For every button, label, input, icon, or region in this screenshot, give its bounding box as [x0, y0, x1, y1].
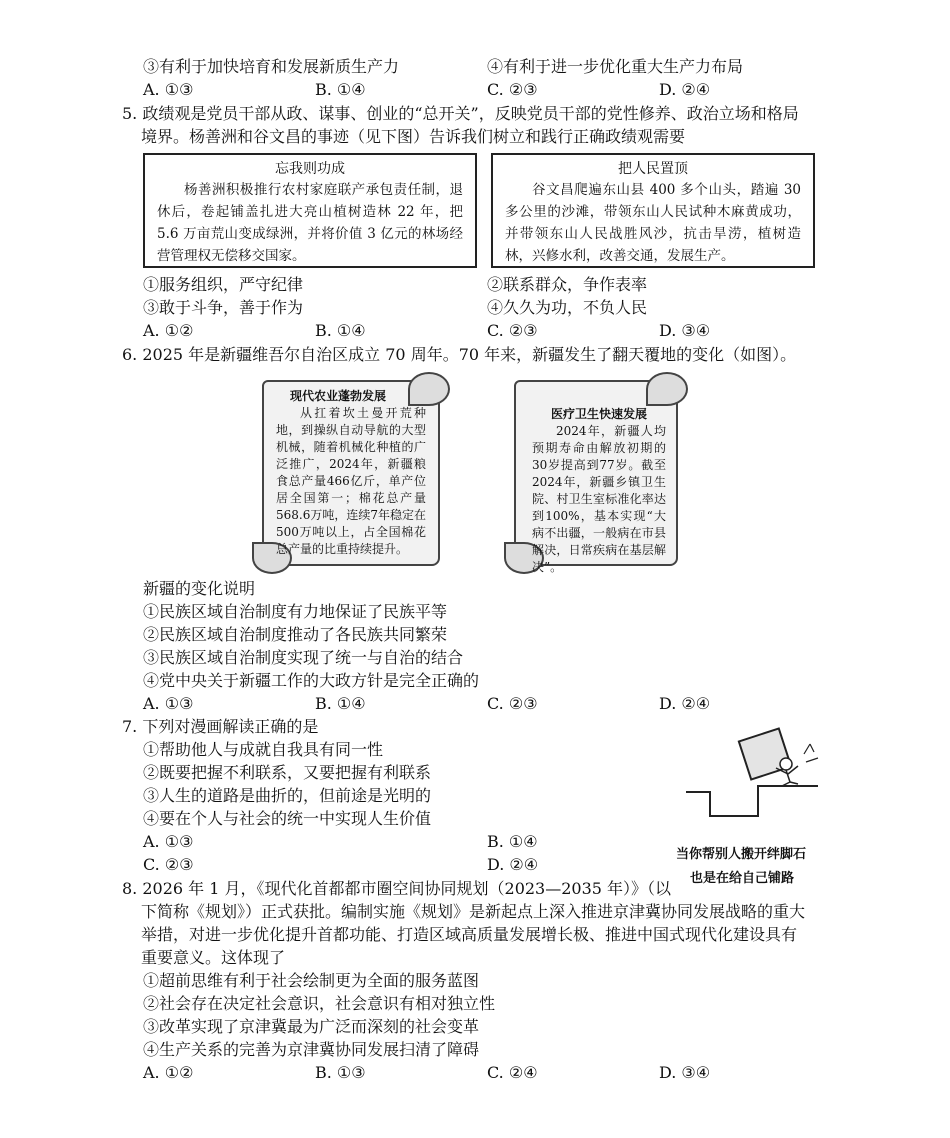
q5-box1-body: 杨善洲积极推行农村家庭联产承包责任制，退休后，卷起铺盖扎进大亮山植树造林 22 年，把 5.6 万亩荒山变成绿洲，并将价值 3 亿元的林场经营管理权无偿移交国家。	[157, 182, 463, 264]
q5-answer-b: B. ①④	[315, 321, 366, 340]
q8-option-4: ④生产关系的完善为京津冀协同发展扫清了障碍	[143, 1040, 480, 1059]
q5-option-4: ④久久为功，不负人民	[487, 298, 648, 317]
q7-option-4: ④要在个人与社会的统一中实现人生价值	[143, 809, 432, 828]
q8-option-2: ②社会存在决定社会意识，社会意识有相对独立性	[143, 994, 496, 1013]
q6-scroll1-title: 现代农业蓬勃发展	[290, 389, 387, 403]
q6-scroll-agriculture	[262, 380, 440, 566]
q7-option-1: ①帮助他人与成就自我具有同一性	[143, 740, 384, 759]
q5-option-1: ①服务组织，严守纪律	[143, 275, 304, 294]
q7-answer-a: A. ①③	[143, 832, 194, 851]
q6-answer-b: B. ①④	[315, 694, 366, 713]
q5-box-yang-shanzhou	[143, 153, 477, 268]
q4-option-3: ③有利于加快培育和发展新质生产力	[143, 57, 400, 76]
q4-option-4: ④有利于进一步优化重大生产力布局	[487, 57, 744, 76]
q4-answer-d: D. ②④	[659, 80, 711, 99]
q8-answer-a: A. ①②	[143, 1063, 194, 1082]
q7-cartoon-illustration	[678, 714, 828, 844]
q4-answer-c: C. ②③	[487, 80, 538, 99]
q8-answer-b: B. ①③	[315, 1063, 366, 1082]
q6-scroll1-body: 从扛着坎土曼开荒种地，到操纵自动导航的大型机械，随着机械化种植的广泛推广，2024年，新疆粮食总产量466亿斤，单产位居全国第一；棉花总产量568.6万吨，连续7年稳定在500万吨以上，占全国棉花总产量的比重持续提升。	[276, 406, 426, 556]
q5-box1-title: 忘我则功成	[275, 161, 345, 177]
q6-option-4: ④党中央关于新疆工作的大政方针是完全正确的	[143, 671, 480, 690]
q5-stem-line-2: 境界。杨善洲和谷文昌的事迹（见下图）告诉我们树立和践行正确政绩观需要	[141, 127, 686, 146]
q5-answer-c: C. ②③	[487, 321, 538, 340]
q7-cartoon-caption-line-1: 当你帮别人搬开绊脚石	[676, 847, 807, 862]
q5-option-3: ③敢于斗争，善于作为	[143, 298, 304, 317]
q5-box2-body: 谷文昌爬遍东山县 400 多个山头，踏遍 30 多公里的沙滩，带领东山人民试种木麻黄成功，并带领东山人民战胜风沙，抗击旱涝，植树造林，兴修水利，改善交通，发展生产。	[505, 182, 801, 264]
q5-option-2: ②联系群众，争作表率	[487, 275, 648, 294]
q7-answer-c: C. ②③	[143, 855, 194, 874]
q4-answer-b: B. ①④	[315, 80, 366, 99]
q6-option-2: ②民族区域自治制度推动了各民族共同繁荣	[143, 625, 448, 644]
q4-answer-a: A. ①③	[143, 80, 194, 99]
q6-option-3: ③民族区域自治制度实现了统一与自治的结合	[143, 648, 464, 667]
q8-stem-line-2: 下简称《规划》）正式获批。编制实施《规划》是新起点上深入推进京津冀协同发展战略的重大	[141, 902, 806, 921]
q5-answer-d: D. ③④	[659, 321, 711, 340]
q6-option-1: ①民族区域自治制度有力地保证了民族平等	[143, 602, 448, 621]
q7-answer-d: D. ②④	[487, 855, 539, 874]
q5-box-gu-wenchang	[491, 153, 815, 268]
q5-stem-line-1: 5. 政绩观是党员干部从政、谋事、创业的“总开关”，反映党员干部的党性修养、政治立场和格局	[122, 104, 799, 123]
q6-scroll-healthcare	[514, 380, 678, 574]
scroll-curl-top	[646, 372, 688, 406]
q7-option-2: ②既要把握不利联系，又要把握有利联系	[143, 763, 432, 782]
q6-answer-d: D. ②④	[659, 694, 711, 713]
q8-option-1: ①超前思维有利于社会绘制更为全面的服务蓝图	[143, 971, 480, 990]
q6-answer-c: C. ②③	[487, 694, 538, 713]
q7-stem: 7. 下列对漫画解读正确的是	[122, 717, 319, 736]
q5-box2-title: 把人民置顶	[618, 161, 688, 177]
q8-stem-line-3: 举措，对进一步优化提升首都功能、打造区域高质量发展增长极、推进中国式现代化建设具有	[141, 925, 798, 944]
q7-answer-b: B. ①④	[487, 832, 538, 851]
q8-stem-line-1: 8. 2026 年 1 月，《现代化首都都市圈空间协同规划（2023—2035 年）》（以	[122, 879, 672, 898]
q7-option-3: ③人生的道路是曲折的，但前途是光明的	[143, 786, 432, 805]
q6-stem: 6. 2025 年是新疆维吾尔自治区成立 70 周年。70 年来，新疆发生了翻天覆地的变化（如图）。	[122, 345, 797, 364]
q5-answer-a: A. ①②	[143, 321, 194, 340]
q7-cartoon-caption-line-2: 也是在给自己铺路	[690, 871, 795, 886]
q6-scroll2-body: 2024年，新疆人均预期寿命由解放初期的30岁提高到77岁。截至2024年，新疆乡镇卫生院、村卫生室标准化率达到100%，基本实现“大病不出疆，一般病在市县解决，日常疾病在基层解决”。	[532, 424, 666, 574]
q6-scroll2-title: 医疗卫生快速发展	[550, 407, 647, 421]
q6-lead: 新疆的变化说明	[143, 579, 256, 598]
q8-answer-c: C. ②④	[487, 1063, 538, 1082]
q8-answer-d: D. ③④	[659, 1063, 711, 1082]
q6-answer-a: A. ①③	[143, 694, 194, 713]
q8-stem-line-4: 重要意义。这体现了	[141, 948, 286, 967]
q8-option-3: ③改革实现了京津冀最为广泛而深刻的社会变革	[143, 1017, 480, 1036]
